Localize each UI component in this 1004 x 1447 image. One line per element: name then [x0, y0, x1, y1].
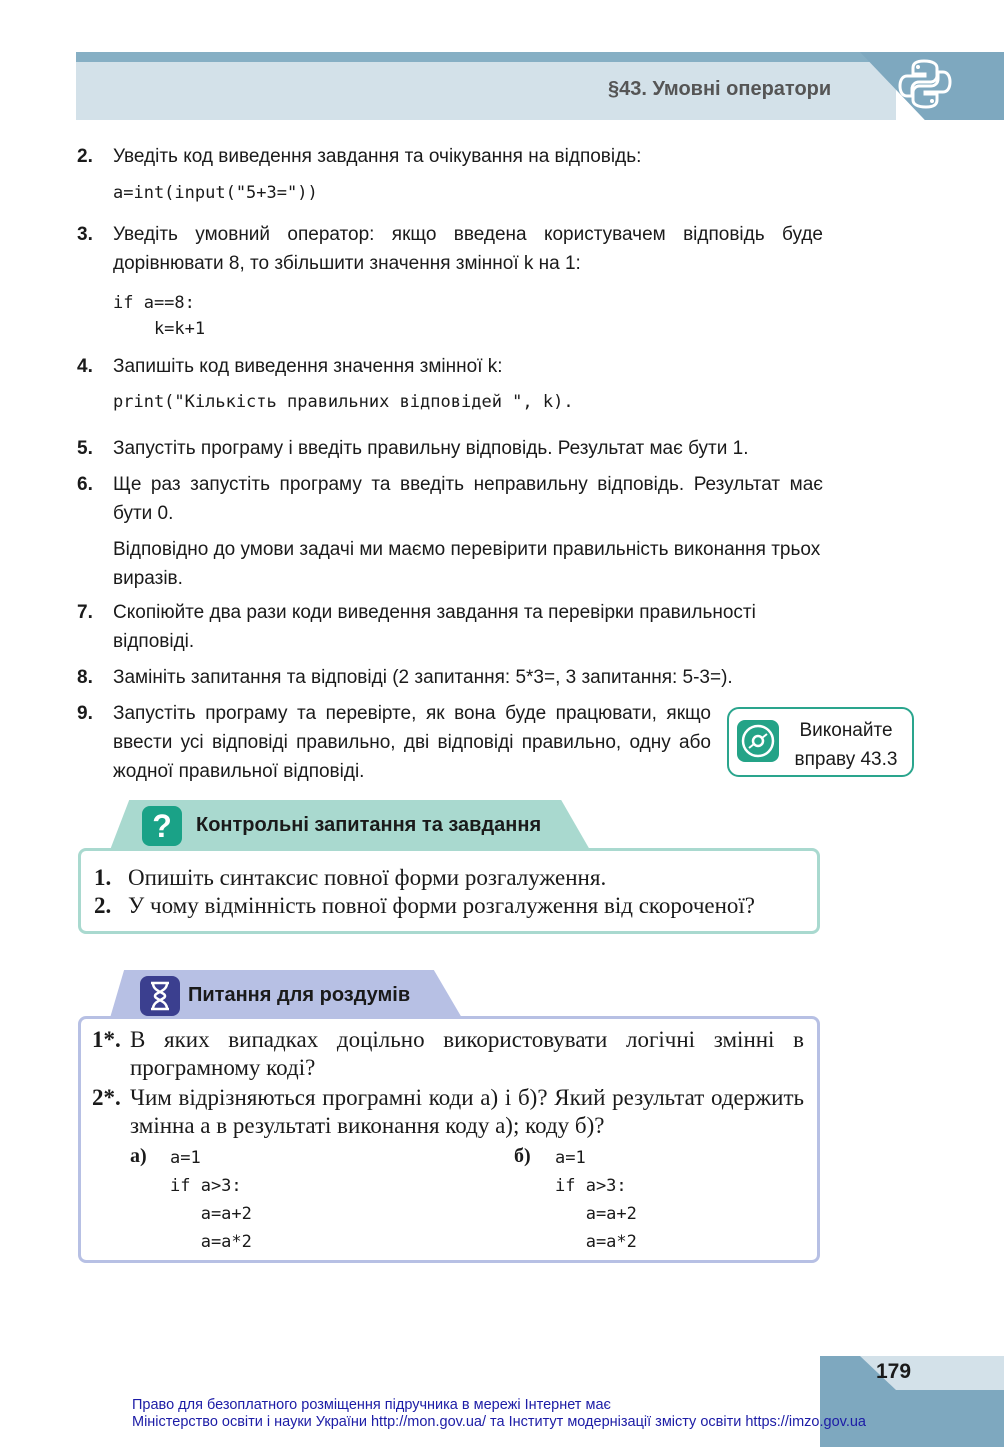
step-text: Скопіюйте два рази коди виведення завдання та перевірки правильності відповіді. [113, 602, 756, 652]
page-number: 179 [876, 1360, 912, 1383]
step-number: 7. [77, 602, 93, 623]
step-text: Уведіть умовний оператор: якщо введена користувачем відповідь буде дорівнювати 8, то збільшити значення змінної k на 1: [113, 224, 823, 274]
step-text: Запустіть програму та перевірте, як вона буде працювати, якщо ввести усі відповіді правильно, дві відповіді правильно, одну або жодної правильної відповіді. [113, 703, 711, 782]
code-a: a=1 if a>3: a=a+2 a=a*2 [170, 1148, 252, 1252]
step-number: 4. [77, 356, 93, 377]
section-title: §43. Умовні оператори [608, 78, 832, 100]
question-text: У чому відмінність повної форми розгалуження від скороченої? [128, 893, 756, 918]
footer-note: Право для безоплатного розміщення підручника в мережі Інтернет має Міністерство освіти і науки України http://mon.gov.ua/ та Інститут модернізації змісту освіти https://imzo.gov.ua [132, 1397, 866, 1430]
question-icon: ? [142, 806, 182, 846]
disc-icon [737, 720, 779, 762]
hourglass-icon [140, 976, 180, 1016]
question-text: Чим відрізняються програмні коди а) і б)? Який результат одержить змінна a в результаті виконання коду а); коду б)? [130, 1085, 804, 1138]
question-number: 1*. [92, 1027, 121, 1052]
question-number: 2*. [92, 1085, 121, 1110]
question-number: 2. [94, 893, 112, 918]
step-number: 5. [77, 438, 93, 459]
step-number: 9. [77, 703, 93, 724]
code-b-label: б) [514, 1145, 531, 1167]
step-text: Замініть запитання та відповіді (2 запитання: 5*3=, 3 запитання: 5-3=). [113, 667, 733, 688]
step-text: Уведіть код виведення завдання та очікування на відповідь: [113, 146, 642, 167]
code-snippet: a=int(input("5+3=")) [113, 183, 318, 203]
code-snippet: print("Кількість правильних відповідей ", k). [113, 392, 574, 412]
python-logo-icon [898, 58, 952, 110]
control-title: Контрольні запитання та завдання [196, 814, 542, 836]
question-text: Опишіть синтаксис повної форми розгалуження. [128, 865, 607, 890]
step-text: Запустіть програму і введіть правильну відповідь. Результат має бути 1. [113, 438, 749, 459]
step-number: 6. [77, 474, 93, 495]
step-number: 2. [77, 146, 93, 167]
step-number: 3. [77, 224, 93, 245]
step-number: 8. [77, 667, 93, 688]
code-snippet: if a==8: k=k+1 [113, 293, 206, 339]
step-note: Відповідно до умови задачі ми маємо перевірити правильність виконання трьох виразів. [113, 539, 821, 589]
question-number: 1. [94, 865, 112, 890]
question-text: В яких випадках доцільно використовувати логічні змінні в програмному коді? [130, 1027, 804, 1080]
code-a-label: а) [130, 1145, 147, 1167]
step-text: Ще раз запустіть програму та введіть неправильну відповідь. Результат має бути 0. [113, 474, 823, 524]
code-b: a=1 if a>3: a=a+2 a=a*2 [555, 1148, 637, 1252]
reflection-title: Питання для роздумів [188, 984, 411, 1006]
step-text: Запишіть код виведення значення змінної k: [113, 356, 503, 377]
exercise-label: Виконайте вправу 43.3 [794, 720, 898, 770]
